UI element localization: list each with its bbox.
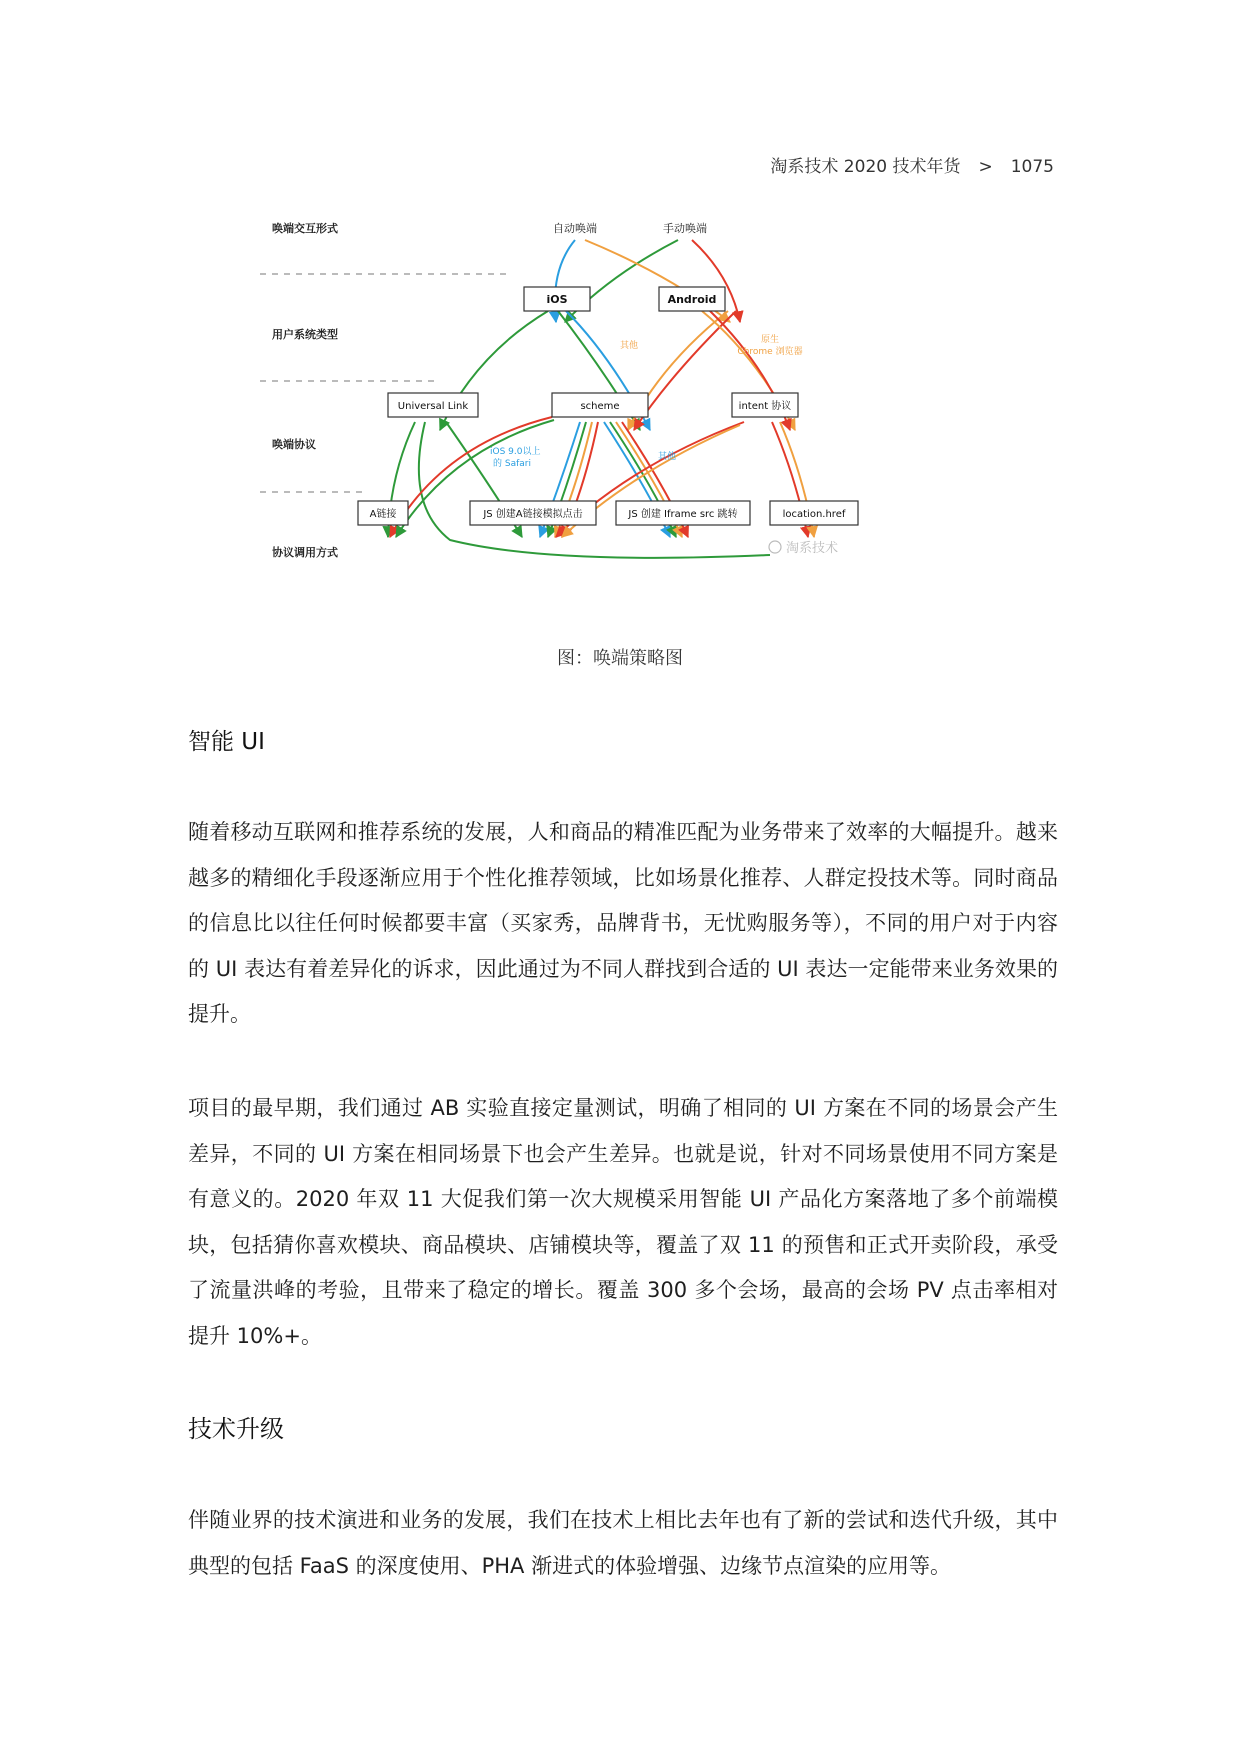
watermark-text: 淘系技术 <box>786 541 839 556</box>
row-label-invoke: 协议调用方式 <box>272 546 338 559</box>
row-label-protocol: 唤端协议 <box>272 438 316 451</box>
node-intent-label: intent 协议 <box>738 401 792 412</box>
node-js-a-link <box>470 501 596 525</box>
label-safari: 的 Safari <box>493 459 531 469</box>
node-js-iframe-label: JS 创建 Iframe src 跳转 <box>628 509 738 520</box>
section-heading-smart-ui: 智能 UI <box>188 729 265 755</box>
trigger-manual: 手动唤端 <box>663 222 707 235</box>
section-heading-tech-upgrade: 技术升级 <box>188 1415 284 1443</box>
trigger-auto: 自动唤端 <box>553 222 597 235</box>
row-label-os: 用户系统类型 <box>272 328 338 341</box>
node-android-label: Android <box>667 293 717 306</box>
label-other-scheme: 其他 <box>658 452 677 462</box>
row-label-interaction: 唤端交互形式 <box>272 222 338 235</box>
diagram-svg <box>250 205 990 635</box>
label-native: 原生 <box>760 335 780 345</box>
node-js-iframe <box>616 501 750 525</box>
page-number: 1075 <box>1010 157 1054 177</box>
wakeup-strategy-diagram <box>250 205 990 635</box>
paragraph-smart-ui-2: 项目的最早期，我们通过 AB 实验直接定量测试，明确了相同的 UI 方案在不同的场景会产生差异，不同的 UI 方案在相同场景下也会产生差异。也就是说，针对不同场景使用不同方案是有意义的。2020 年双 11 大促我们第一次大规模采用智能 UI 产品化方案落地了多个前端模块，包括猜你喜欢模块、商品模块、店铺模块等，覆盖了双 11 的预售和正式开卖阶段，承受了流量洪峰的考验，且带来了稳定的增长。覆盖 300 多个会场，最高的会场 PV 点击率相对提升 10%+。 <box>188 1096 1058 1348</box>
node-scheme-label: scheme <box>580 401 620 412</box>
node-scheme <box>552 393 648 417</box>
wechat-icon <box>769 541 781 553</box>
node-location-href <box>770 501 858 525</box>
paragraph-tech-upgrade: 伴随业界的技术演进和业务的发展，我们在技术上相比去年也有了新的尝试和迭代升级，其中典型的包括 FaaS 的深度使用、PHA 渐进式的体验增强、边缘节点渲染的应用等。 <box>188 1508 1058 1578</box>
node-ios-label: iOS <box>546 293 568 306</box>
label-chrome: Chrome 浏览器 <box>737 347 803 357</box>
node-a-link-label: A链接 <box>369 509 397 520</box>
node-location-href-label: location.href <box>782 509 846 520</box>
label-ios9: iOS 9.0以上 <box>490 447 541 457</box>
node-a-link <box>358 501 408 525</box>
node-intent <box>732 393 798 417</box>
node-android <box>659 287 725 311</box>
label-other-android: 其他 <box>620 341 639 351</box>
paragraph-smart-ui-1: 随着移动互联网和推荐系统的发展，人和商品的精准匹配为业务带来了效率的大幅提升。越来越多的精细化手段逐渐应用于个性化推荐领域，比如场景化推荐、人群定投技术等。同时商品的信息比以往任何时候都要丰富（买家秀，品牌背书，无忧购服务等），不同的用户对于内容的 UI 表达有着差异化的诉求，因此通过为不同人群找到合适的 UI 表达一定能带来业务效果的提升。 <box>188 820 1058 1027</box>
figure-caption: 图：唤端策略图 <box>557 648 683 669</box>
page-header <box>770 152 1054 177</box>
node-js-a-link-label: JS 创建A链接模拟点击 <box>483 509 583 520</box>
node-ios <box>524 287 590 311</box>
node-universal-link-label: Universal Link <box>397 401 469 412</box>
node-universal-link <box>388 393 478 417</box>
header-separator: > <box>978 157 993 177</box>
book-title: 淘系技术 2020 技术年货 <box>770 157 961 177</box>
watermark <box>769 540 838 556</box>
